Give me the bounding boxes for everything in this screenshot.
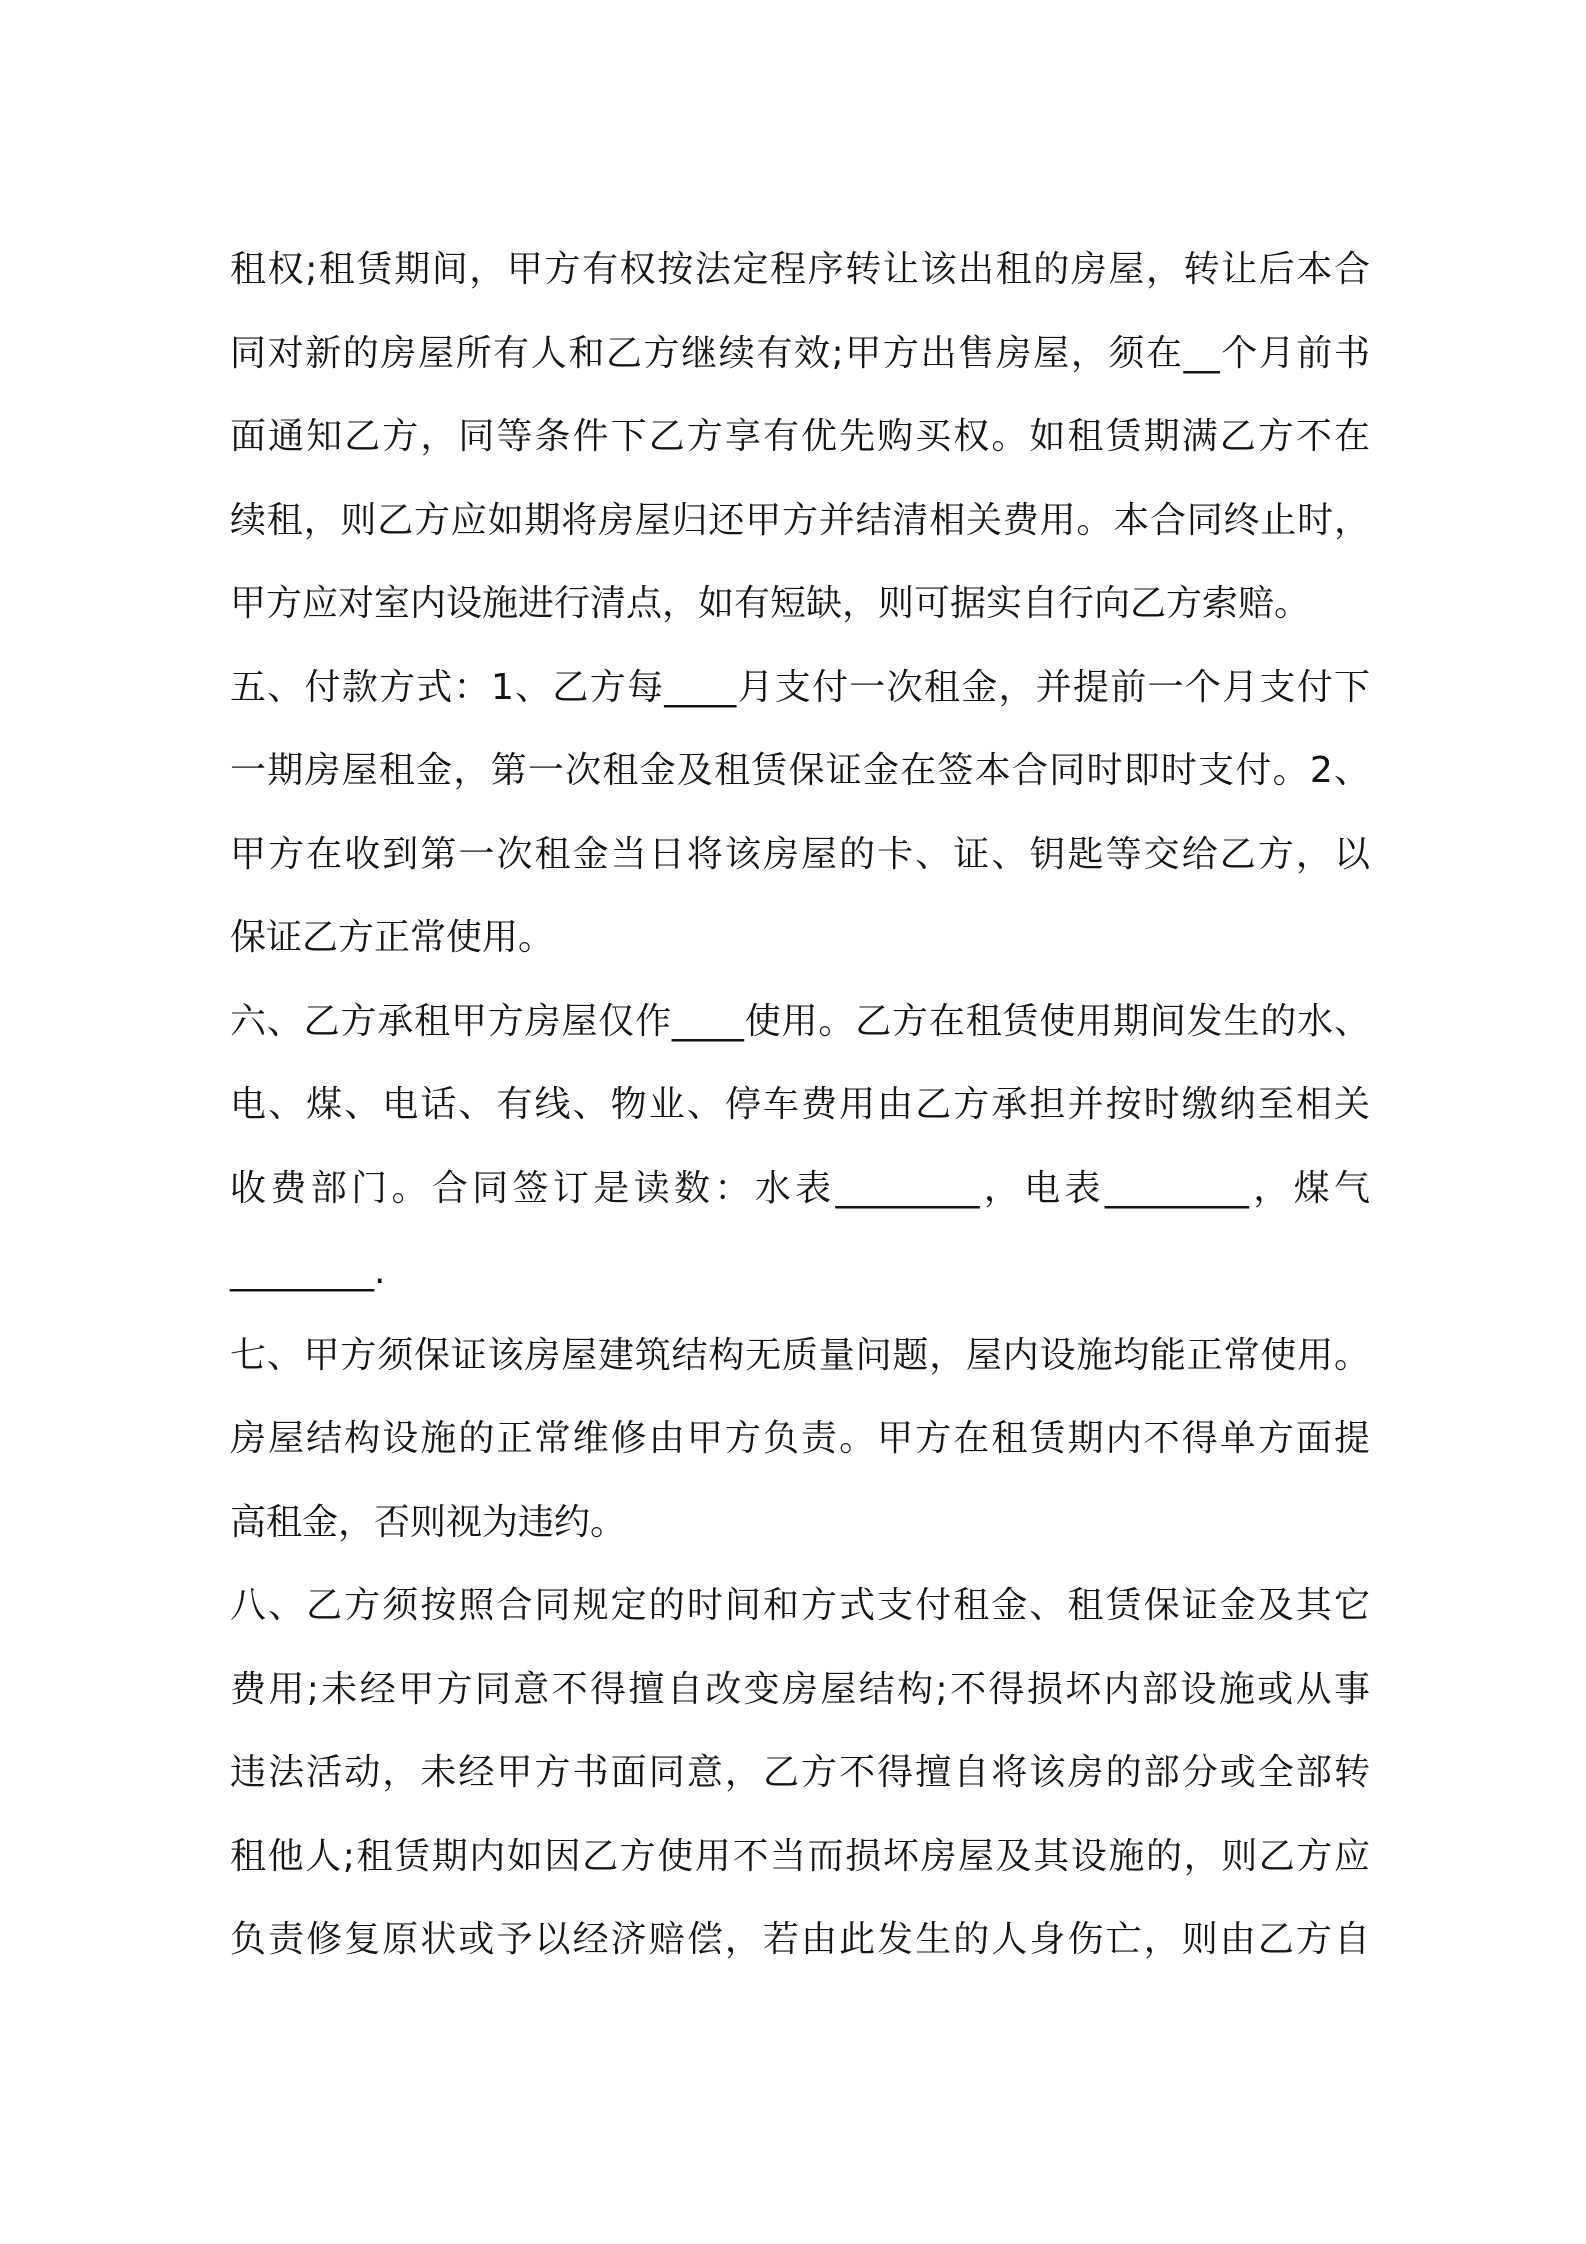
text-line: 高租金，否则视为违约。 [230,1501,627,1543]
text-line: 租他人;租赁期内如因乙方使用不当而损坏房屋及其设施的，则乙方应 [230,1835,1370,1877]
text-line: 违法活动，未经甲方书面同意，乙方不得擅自将该房的部分或全部转 [230,1752,1370,1793]
text-line: 续租，则乙方应如期将房屋归还甲方并结清相关费用。本合同终止时， [230,499,1370,541]
text-line: 一期房屋租金，第一次租金及租赁保证金在签本合同时即时支付。2、 [230,750,1370,791]
text-line: 同对新的房屋所有人和乙方继续有效;甲方出售房屋，须在__个月前书 [230,332,1370,374]
document-body [230,228,1370,1982]
text-line: 租权;租赁期间，甲方有权按法定程序转让该出租的房屋，转让后本合 [230,249,1370,290]
text-line: 甲方在收到第一次租金当日将该房屋的卡、证、钥匙等交给乙方，以 [230,833,1370,875]
text-line: 七、甲方须保证该房屋建筑结构无质量问题，屋内设施均能正常使用。 [230,1334,1370,1376]
text-line: ________. [230,1251,386,1292]
text-line: 六、乙方承租甲方房屋仅作____使用。乙方在租赁使用期间发生的水、 [230,1000,1370,1042]
text-line: 房屋结构设施的正常维修由甲方负责。甲方在租赁期内不得单方面提 [230,1418,1370,1459]
text-line: 收费部门。合同签订是读数：水表________，电表________，煤气 [230,1167,1370,1209]
text-line: 负责修复原状或予以经济赔偿，若由此发生的人身伤亡，则由乙方自 [230,1919,1370,1960]
text-line: 保证乙方正常使用。 [230,917,555,958]
text-line: 甲方应对室内设施进行清点，如有短缺，则可据实自行向乙方索赔。 [230,583,1311,624]
text-line: 面通知乙方，同等条件下乙方享有优先购买权。如租赁期满乙方不在 [230,416,1370,457]
text-line: 费用;未经甲方同意不得擅自改变房屋结构;不得损坏内部设施或从事 [230,1668,1370,1710]
text-line: 八、乙方须按照合同规定的时间和方式支付租金、租赁保证金及其它 [230,1585,1370,1626]
text-line: 电、煤、电话、有线、物业、停车费用由乙方承担并按时缴纳至相关 [230,1084,1370,1125]
text-line: 五、付款方式：1、乙方每____月支付一次租金，并提前一个月支付下 [230,666,1370,708]
